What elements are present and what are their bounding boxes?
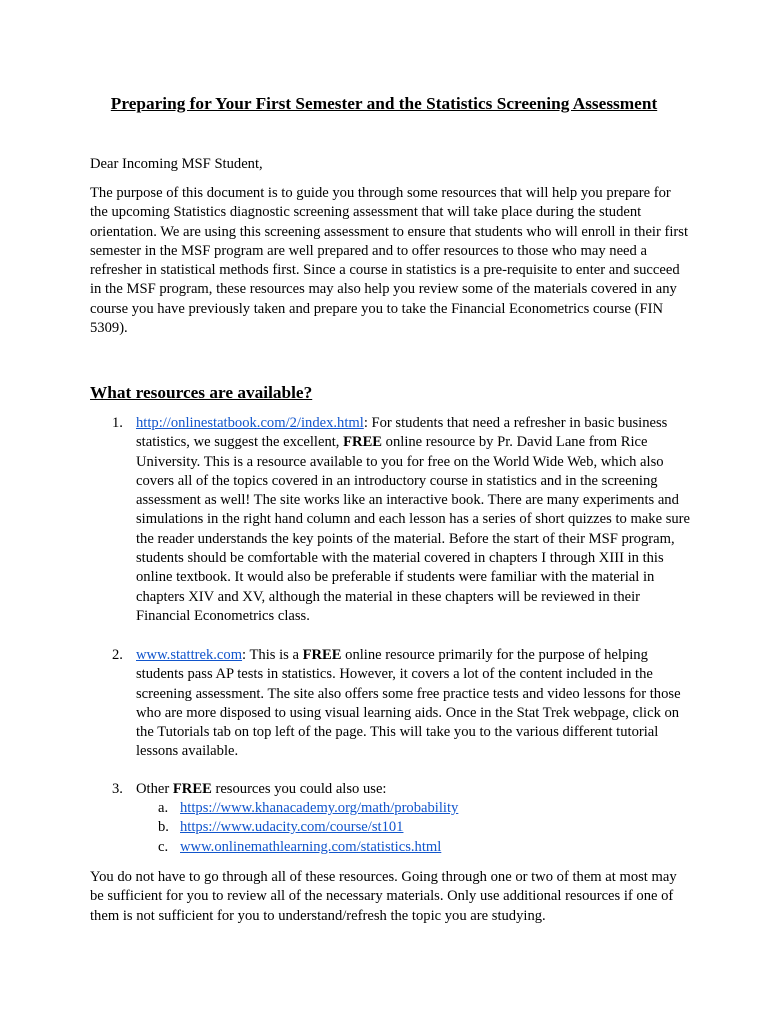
stattrek-link[interactable]: www.stattrek.com [136, 647, 243, 663]
list-number: 3. [112, 781, 123, 797]
sublist-item [158, 818, 458, 837]
list-number: 2. [112, 647, 123, 663]
list-number: 1. [112, 415, 123, 431]
item-text: online resource by Pr. David Lane from Rice University. This is a resource available to you for free on the World Wide Web, which also covers all of the topics covered in an introductory course in statistics and in the screening assessment as well! The site works like an interactive book. There are many experiments and simulations in the right hand column and each lesson has a series of short quizzes to make sure the reader understands the key points of the material. Before the start of their MSF program, students should be comfortable with the material covered in chapters I through XIII in this online textbook. It would also be preferable if students were familiar with the material in chapters XIV and XV, although the material in these chapters will be reviewed in their Financial Econometrics class. [136, 434, 691, 624]
resource-sublist [158, 799, 459, 857]
sublist-item [158, 799, 459, 818]
item-text: resources you could also use: [211, 781, 387, 797]
item-text: Other [136, 781, 173, 797]
free-emphasis: FREE [343, 434, 383, 451]
list-item [112, 646, 696, 762]
onlinestatbook-link[interactable]: http://onlinestatbook.com/2/index.html [136, 415, 364, 431]
sublist-item [158, 838, 458, 857]
document-title: Preparing for Your First Semester and the Statistics Screening Assessment [110, 94, 658, 113]
item-text: : For students that need a refresher in basic business statistics, we suggest the excellent, [136, 415, 668, 451]
sublist-letter: a. [158, 800, 169, 816]
item-text: : This is a [242, 647, 303, 663]
udacity-link[interactable]: https://www.udacity.com/course/st101 [180, 819, 404, 836]
list-item [112, 780, 696, 799]
onlinemathlearning-link[interactable]: www.onlinemathlearning.com/statistics.html [180, 838, 442, 855]
khanacademy-link[interactable]: https://www.khanacademy.org/math/probability [180, 800, 459, 816]
free-emphasis: FREE [302, 647, 342, 663]
sublist-letter: b. [158, 819, 169, 836]
intro-paragraph: The purpose of this document is to guide you through some resources that will help you prepare for the upcoming Statistics diagnostic screening assessment that will take place during the student orientation. We are using this screening assessment to ensure that students who will enroll in their first semester in the MSF program are well prepared and to offer resources to those who may need a refresher in statistical methods first. Since a course in statistics is a pre-requisite to enter and succeed in the MSF program, these resources may also help you review some of the materials covered in any course you have previously taken and prepare you to take the Financial Econometrics course (FIN 5309). [90, 185, 688, 337]
list-item [112, 414, 696, 626]
sublist-letter: c. [158, 838, 169, 855]
salutation: Dear Incoming MSF Student, [90, 156, 263, 172]
item-text: online resource primarily for the purpose of helping students pass AP tests in statistics. However, it covers a lot of the content included in the screening assessment. The site also offers some free practice tests and video lessons for those who are more disposed to using visual learning aids. Once in the Stat Trek webpage, click on the Tutorials tab on top left of the page. This will take you to the various different tutorial lessons available. [136, 647, 681, 760]
section-heading: What resources are available? [90, 383, 313, 402]
free-emphasis: FREE [172, 781, 212, 797]
closing-paragraph: You do not have to go through all of these resources. Going through one or two of them at most may be sufficient for you to review all of the necessary materials. Only use additional resources if one of them is not sufficient for you to understand/refresh the topic you are studying. [90, 869, 677, 924]
